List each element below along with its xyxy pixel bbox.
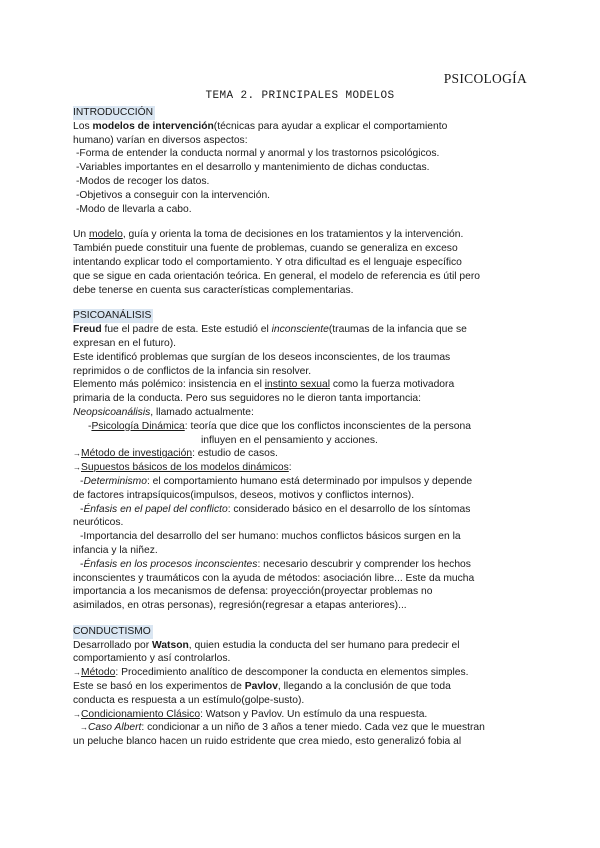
paragraph-line: expresan en el futuro). (73, 337, 177, 349)
paragraph-line: infancia y la niñez. (73, 544, 158, 556)
list-item: -Énfasis en el papel del conflicto: considerado básico en el desarrollo de los síntomas (80, 503, 471, 515)
section-heading-conductismo: CONDUCTISMO (73, 625, 151, 637)
list-item: -Modos de recoger los datos. (76, 175, 210, 187)
list-item: →Caso Albert: condicionar a un niño de 3 años a tener miedo. Cada vez que le muestran (80, 722, 485, 734)
page-title: TEMA 2. PRINCIPALES MODELOS (205, 90, 395, 102)
list-item: -Objetivos a conseguir con la intervención. (76, 189, 271, 201)
section-introduccion (73, 106, 533, 297)
paragraph-line: primaria de la conducta. Pero sus seguidores no le dieron tanta importancia: (73, 393, 422, 405)
paragraph-line: reprimidos o de conflictos de la infancia sin resolver. (73, 365, 312, 377)
paragraph-line: importancia a los mecanismos de defensa: proyección(proyectar problemas no (73, 586, 433, 598)
list-item: -Psicología Dinámica: teoría que dice que los conflictos inconscientes de la persona (88, 420, 471, 432)
list-item: influyen en el pensamiento y acciones. (201, 434, 378, 446)
list-item: -Variables importantes en el desarrollo y mantenimiento de dichas conductas. (76, 162, 430, 174)
paragraph-line: →Condicionamiento Clásico: Watson y Pavlov. Un estímulo da una respuesta. (73, 708, 428, 720)
paragraph-line: inconscientes y traumáticos con la ayuda de métodos: asociación libre... Este da mucha (73, 572, 475, 584)
arrow-icon: → (73, 668, 81, 678)
section-psicoanalisis (73, 309, 533, 613)
arrow-icon: → (73, 449, 81, 459)
list-item: -Forma de entender la conducta normal y anormal y los trastornos psicológicos. (76, 148, 440, 160)
section-heading-introduccion: INTRODUCCIÓN (73, 107, 154, 118)
paragraph-line: de factores intrapsíquicos(impulsos, deseos, motivos y conflictos internos). (73, 489, 415, 501)
list-item: -Énfasis en los procesos inconscientes: necesario descubrir y comprender los hechos (80, 558, 471, 570)
paragraph-line: comportamiento y así controlarlos. (73, 653, 231, 665)
paragraph-line: Desarrollado por Watson, quien estudia la conducta del ser humano para predecir el (73, 639, 460, 651)
paragraph-line: Un modelo, guía y orienta la toma de decisiones en los tratamientos y la intervención. (73, 229, 464, 241)
list-item: -Determinismo: el comportamiento humano está determinado por impulsos y depende (80, 475, 473, 487)
paragraph-line: debe tenerse en cuenta sus características complementarias. (73, 284, 354, 296)
arrow-icon: → (73, 463, 81, 473)
paragraph-line: un peluche blanco hacen un ruido estridente que crea miedo, esto generalizó fobia al (73, 736, 462, 748)
paragraph-line: →Supuestos básicos de los modelos dinámicos: (73, 462, 292, 474)
paragraph-line: intentando explicar todo el comportamiento. Y otra dificultad es el lenguaje específico (73, 256, 462, 268)
section-heading-psicoanalisis: PSICOANÁLISIS (73, 310, 152, 322)
subject-header: PSICOLOGÍA (443, 71, 527, 86)
paragraph-line: que se sigue en cada orientación teórica. En general, el modelo de referencia es útil pero (73, 270, 480, 282)
paragraph-line: conducta es respuesta a un estímulo(golpe-susto). (73, 694, 305, 706)
paragraph-line: →Método: Procedimiento analítico de descomponer la conducta en elementos simples. (73, 667, 469, 679)
paragraph-line: Freud fue el padre de esta. Este estudió el inconsciente(traumas de la infancia que se (73, 324, 467, 336)
list-item: -Importancia del desarrollo del ser humano: muchos conflictos básicos surgen en la (80, 531, 461, 543)
paragraph-line: También puede constituir una fuente de problemas, cuando se generaliza en exceso (73, 243, 458, 255)
paragraph-line: humano) varían en diversos aspectos: (73, 134, 248, 146)
arrow-icon: → (80, 723, 88, 733)
document-body (73, 106, 533, 749)
paragraph-line: Este identificó problemas que surgían de los deseos inconscientes, de los traumas (73, 351, 451, 363)
list-item: -Modo de llevarla a cabo. (76, 203, 192, 215)
paragraph-line: Los modelos de intervención(técnicas para ayudar a explicar el comportamiento (73, 120, 448, 132)
paragraph-line: Este se basó en los experimentos de Pavlov, llegando a la conclusión de que toda (73, 681, 451, 693)
paragraph-line: asimilados, en otras personas), regresión(regresar a etapas anteriores)... (73, 600, 407, 612)
paragraph-line: neuróticos. (73, 517, 124, 529)
paragraph-line: Elemento más polémico: insistencia en el instinto sexual como la fuerza motivadora (73, 379, 455, 391)
section-conductismo (73, 625, 533, 749)
paragraph-line: →Método de investigación: estudio de casos. (73, 448, 278, 460)
paragraph-line: Neopsicoanálisis, llamado actualmente: (73, 406, 254, 418)
arrow-icon: → (73, 709, 81, 719)
